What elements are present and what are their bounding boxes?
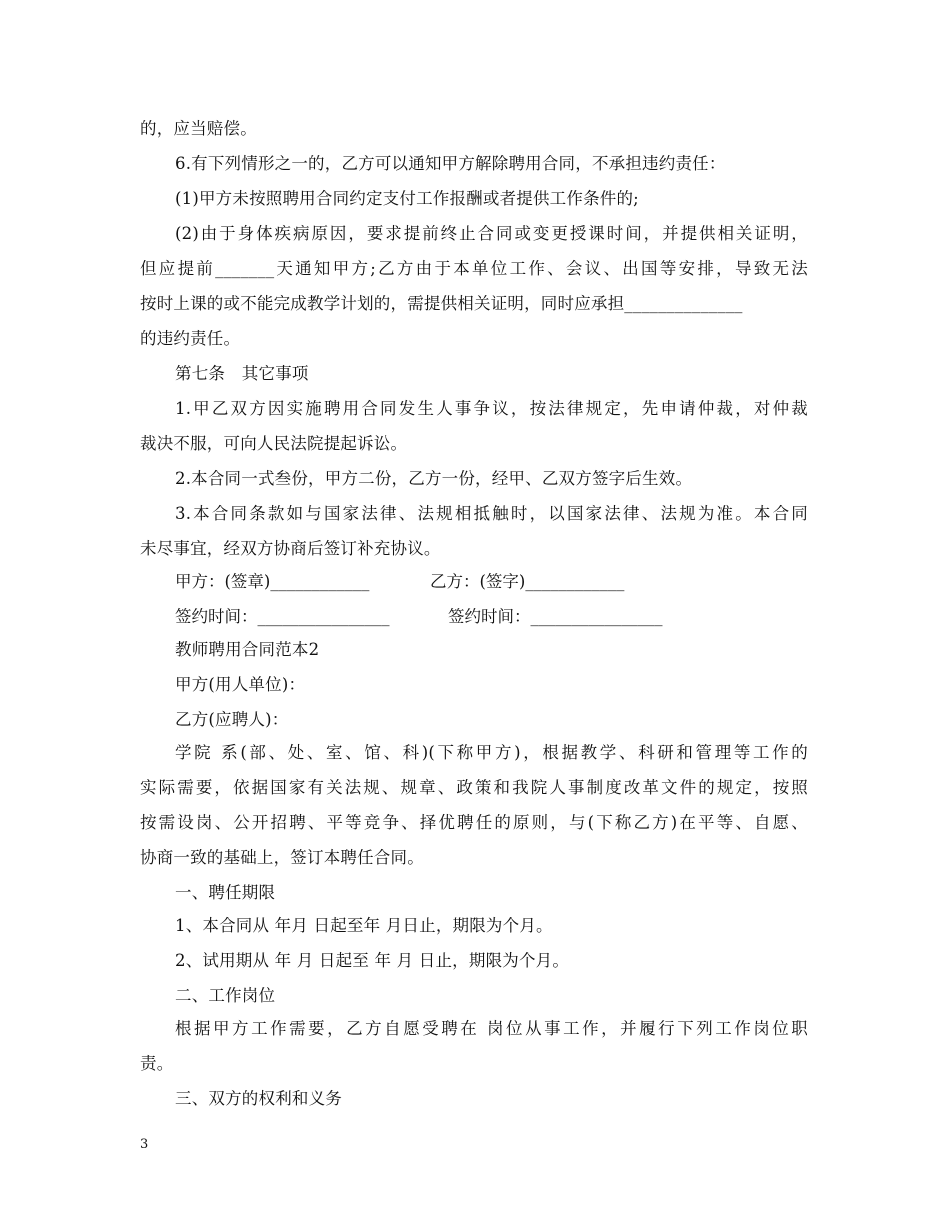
text-line: 按时上课的或不能完成教学计划的，需提供相关证明，同时应承担______________ [140, 294, 743, 313]
text-line: (2)由于身体疾病原因，要求提前终止合同或变更授课时间，并提供相关证明， [175, 224, 808, 243]
section-heading: 第七条 其它事项 [175, 364, 309, 383]
text-line: 实际需要，依据国家有关法规、规章、政策和我院人事制度改革文件的规定，按照 [140, 778, 808, 797]
text-line: 根据甲方工作需要，乙方自愿受聘在 岗位从事工作，并履行下列工作岗位职 [175, 1019, 808, 1038]
text-line: 乙方(应聘人)： [175, 710, 289, 729]
party-a-date: 签约时间：________________ [175, 607, 390, 626]
text-line: 协商一致的基础上，签订本聘任合同。 [140, 848, 424, 867]
section-heading: 二、工作岗位 [175, 986, 276, 1005]
text-line: 1、本合同从 年月 日起至年 月日止，期限为个月。 [175, 916, 553, 935]
party-b-signature: 乙方：(签字)____________ [430, 572, 625, 591]
text-line: 学院 系(部、处、室、馆、科)(下称甲方)，根据教学、科研和管理等工作的 [175, 743, 808, 762]
text-line: 责。 [140, 1054, 174, 1073]
text-line: 2、试用期从 年 月 日起至 年 月 日止，期限为个月。 [175, 951, 570, 970]
text-line: 3.本合同条款如与国家法律、法规相抵触时，以国家法律、法规为准。本合同 [175, 504, 808, 523]
page-number: 3 [140, 1137, 149, 1152]
text-line: 裁决不服，可向人民法院提起诉讼。 [140, 434, 408, 453]
text-line: 甲方(用人单位)： [175, 675, 306, 694]
section-heading: 三、双方的权利和义务 [175, 1089, 342, 1108]
document-title: 教师聘用合同范本2 [175, 640, 320, 659]
text-line: 但应提前_______天通知甲方;乙方由于本单位工作、会议、出国等安排，导致无法 [140, 259, 808, 278]
section-heading: 一、聘任期限 [175, 883, 276, 902]
text-line: 1.甲乙双方因实施聘用合同发生人事争议，按法律规定，先申请仲裁，对仲裁 [175, 399, 808, 418]
text-line: 未尽事宜，经双方协商后签订补充协议。 [140, 539, 441, 558]
text-line: 的，应当赔偿。 [140, 119, 257, 138]
party-b-date: 签约时间：________________ [448, 607, 663, 626]
text-line: (1)甲方未按照聘用合同约定支付工作报酬或者提供工作条件的; [175, 189, 639, 208]
text-line: 2.本合同一式叁份，甲方二份，乙方一份，经甲、乙双方签字后生效。 [175, 469, 693, 488]
party-a-signature: 甲方：(签章)____________ [175, 572, 370, 591]
text-line: 的违约责任。 [140, 329, 241, 348]
text-line: 按需设岗、公开招聘、平等竞争、择优聘任的原则，与(下称乙方)在平等、自愿、 [140, 813, 808, 832]
text-line: 6.有下列情形之一的，乙方可以通知甲方解除聘用合同，不承担违约责任： [175, 154, 726, 173]
